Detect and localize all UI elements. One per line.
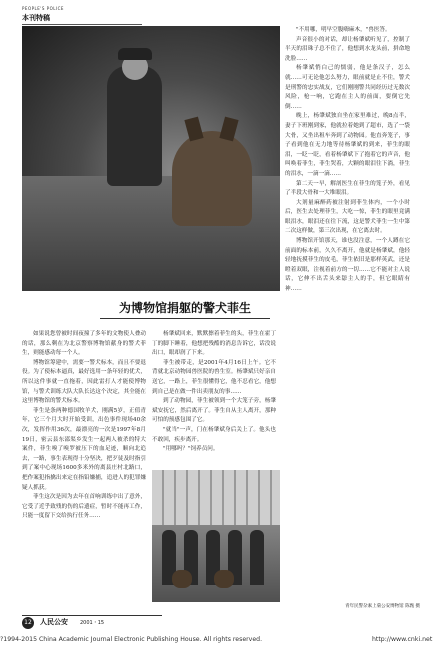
magazine-name-en: PEOPLE'S POLICE [22, 6, 64, 11]
article-column-3 [285, 26, 410, 611]
section-label: 本刊特稿 [22, 14, 50, 22]
paragraph: 菲生是条两种德国牧羊犬，刚满5岁，正值青年，它三个月大时开始受训，出色事件现场40余次，发挥作用36次，最漂亮的一次是1997年8月19日，密云县东邵渠乡发生一起两人被杀的特大案件，菲生嗅了嗅罗被压下的血足迹，顺向北追去，一路，事生表现得十分坚决，把歹徒及时指引到了案中心现场1600多米外的离县庄村北路口，把作案犯指擒出来定在指铅嫌捕，追进人的犯罪嫌疑人抓获。 [22, 407, 146, 491]
paragraph: 晚上，杨肇斌独自坐在家里难过，晚8点半，妻子下班刚到家，他就拉着她到了超市，选了一袋大骨，又坐出租车奔到了动物园。他直奔笼子，事子看到他在无力地等待杨肇斌的到来，菲生的眼泪，一眨一眨，看着杨肇斌下了抱着它的声音，他叫唤着菲生，菲生哭着，大颗的眼泪往下淌，菲生的泪水，一滴一滴…… [285, 113, 410, 177]
photo-officer-body [107, 66, 162, 186]
copyright-url[interactable]: http://www.cnki.net [372, 636, 433, 643]
paragraph: "就当"一声，门在杨肇斌身后关上了。他头也不敢回，疾步离开。 [152, 426, 276, 443]
paragraph: 大剂量麻醉药被注射到菲生体内，一个小时后，医生去处理菲生，大吃一惊，菲生的眼里竟满眼泪水，眼泪还在往下流，这是警犬菲生一生中第二次这样做，第三次出现，在它离去时。 [285, 199, 410, 235]
article-column-1 [22, 330, 146, 605]
copyright-notice: ?1994-2015 China Academic Journal Electronic Publishing House. All rights reserved. [0, 636, 263, 643]
paragraph: "用哪吗？"饲养员问。 [163, 446, 219, 453]
paragraph: 杨肇斌回来，默默擦着菲生的头，菲生在霍丁丁的脚下睡着，他想把残酷的消息告诉它，话没说出口，眼却润了下来。 [152, 331, 276, 357]
photo-building [152, 470, 280, 525]
photo-dog-body [172, 131, 252, 226]
photo-dog-ear [184, 117, 203, 142]
photo-dog [172, 570, 192, 588]
police-dog-photo [22, 26, 280, 291]
article-column-2 [152, 330, 276, 470]
paragraph: 声音很小的对话，却让杨肇斌听见了，控制了半天的泪珠子总不住了，他想到水龙头前，拼命地洗脸…… [285, 36, 410, 62]
photo-dog [214, 570, 234, 588]
page-number: 12 [22, 617, 34, 629]
paragraph: 第二天一早，解剖医生在菲生的笼子外，看见了半段大骨和一大堆眼泪。 [285, 180, 410, 197]
paragraph: 菲生被带走，是2001年4月16日上午。它不背就北京动物园兽医院的兽生室。杨肇斌只好亲自送它，一路上，菲生很懂得它，他不忍看它，他想到自己是在做一件出卖朋友的事…… [152, 359, 276, 395]
museum-visit-photo [152, 470, 280, 602]
photo-officer-cap [118, 48, 152, 60]
paragraph: 如果说您曾被时间夜撞了多年的文物使人叠动的话，那么剩在为北京警察博物馆献身的警犬菲生，则能感动每一个人。 [22, 331, 146, 357]
paragraph: 博物馆筹建中，需要一警犬标本，而且不要退役。为了使标本逼真，最好选用一条年轻的优犬，所以这件事就一直拖着，因此雷打人才能使博物馆，与警犬训练大队大队长达这个决定，其全能在这里博物馆的警犬标本。 [22, 359, 146, 405]
article-title: 为博物馆捐躯的警犬菲生 [100, 299, 270, 319]
photo-caption: 青年民警杂素上菊公安博物馆 陈甄 摄 [345, 604, 420, 609]
paragraph: 到了动物园，菲生被领到一个大笼子旁，杨肇斌安抚它，然后离开了。菲生自从主人离开，那种可怕的预感包围了它。 [152, 398, 276, 424]
paragraph: 博物馆开馆那天，谁也没注意，一个人蹲在它前面的标本前，久久不离开，他就是杨肇斌，他轻轻地抚摸菲生的皮毛，菲生依旧是那样英武，还是瞪着双眼，注视着前方的一切……它不能对主人说话，它伸不出舌头来舔主人的手，但它眼睛有神…… [285, 238, 410, 293]
header-divider [22, 24, 142, 25]
footer-divider [22, 615, 162, 616]
paragraph: "不用哪，明早空腹嗨麻木，"兽医答。 [296, 27, 391, 33]
paragraph: 杨肇斌悄白己的懦弱，他是条汉子，怎么就……可无论他怎么努力，眼前就是止不住，警犬是刑警的忠实战友，它们刚刚警共同经历过无数次风险，枪一响，它跑在主人的前面，要倒它先倒…… [285, 65, 410, 110]
publication-name: 人民公安 [40, 618, 68, 626]
photo-dog-ear [219, 117, 238, 142]
paragraph: 菲生这次是因为去年在首响训练中出了意外，它受了近乎致残的伤的后遗症，暂时不能再工作，只能一度留下交给执行任务…… [22, 494, 146, 520]
issue-number: 2001・15 [80, 620, 105, 626]
photo-person [250, 530, 264, 585]
